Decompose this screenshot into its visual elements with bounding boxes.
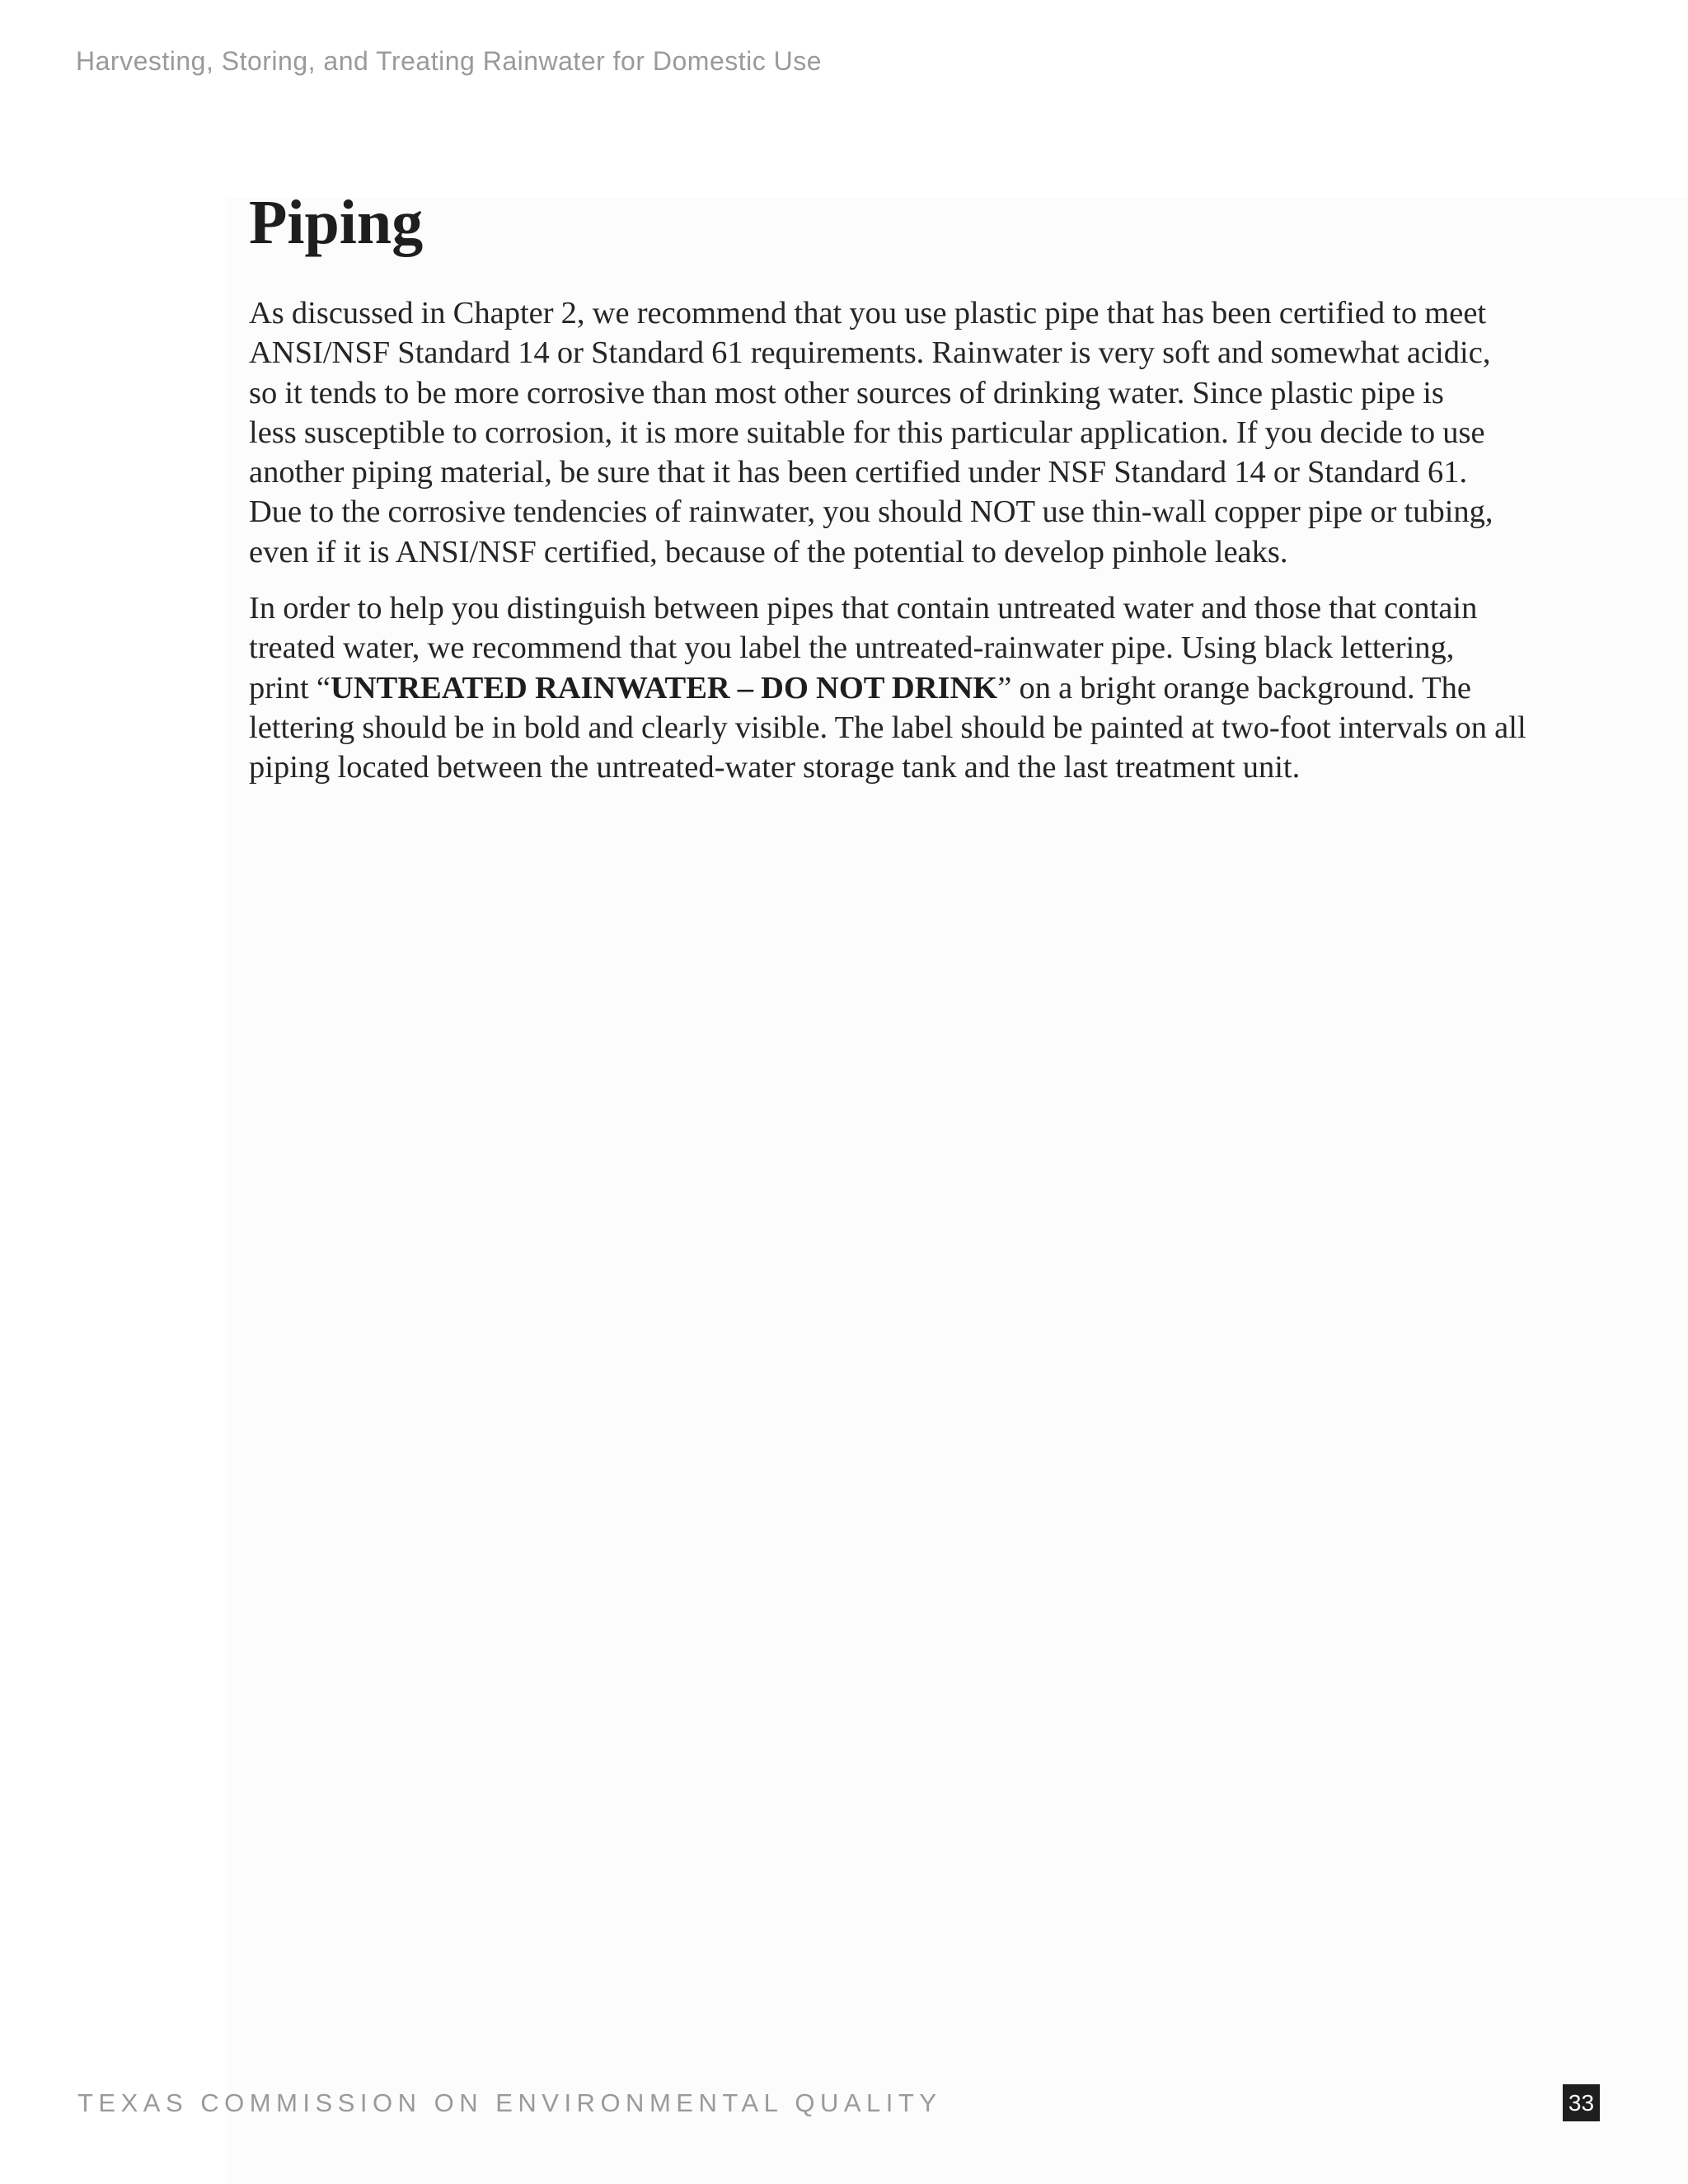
label-quote-open: print “ bbox=[249, 670, 331, 705]
paragraph-line: less susceptible to corrosion, it is more suitable for this particular application. If you decide to use bbox=[249, 415, 1485, 450]
paragraph-line: lettering should be in bold and clearly visible. The label should be painted at two-foot intervals on all bbox=[249, 710, 1526, 745]
paragraph-line bbox=[249, 668, 1543, 708]
warning-label-text: UNTREATED RAINWATER – DO NOT DRINK bbox=[330, 670, 998, 705]
paragraph-line: Due to the corrosive tendencies of rainwater, you should NOT use thin-wall copper pipe or tubing, bbox=[249, 494, 1493, 530]
paragraph-line: treated water, we recommend that you label the untreated-rainwater pipe. Using black lettering, bbox=[249, 630, 1455, 666]
paragraph-piping-material bbox=[249, 293, 1543, 572]
paragraph-line: another piping material, be sure that it has been certified under NSF Standard 14 or Standard 61. bbox=[249, 455, 1468, 490]
main-content bbox=[249, 183, 1543, 804]
paragraph-line: so it tends to be more corrosive than most other sources of drinking water. Since plastic pipe is bbox=[249, 375, 1444, 410]
footer-organization: TEXAS COMMISSION ON ENVIRONMENTAL QUALITY bbox=[77, 2088, 942, 2117]
label-quote-close: ” on a bright orange background. The bbox=[997, 670, 1471, 705]
paragraph-line: In order to help you distinguish between pipes that contain untreated water and those that contain bbox=[249, 591, 1478, 626]
running-header: Harvesting, Storing, and Treating Rainwater for Domestic Use bbox=[76, 46, 823, 76]
page-number-badge: 33 bbox=[1563, 2084, 1600, 2121]
section-title: Piping bbox=[249, 188, 424, 257]
paragraph-pipe-labeling bbox=[249, 588, 1543, 787]
paragraph-line: piping located between the untreated-water storage tank and the last treatment unit. bbox=[249, 750, 1301, 785]
paragraph-line: even if it is ANSI/NSF certified, because of the potential to develop pinhole leaks. bbox=[249, 534, 1288, 569]
paragraph-line: As discussed in Chapter 2, we recommend that you use plastic pipe that has been certified to meet bbox=[249, 296, 1487, 330]
paragraph-line: ANSI/NSF Standard 14 or Standard 61 requirements. Rainwater is very soft and somewhat acidic, bbox=[249, 335, 1491, 371]
